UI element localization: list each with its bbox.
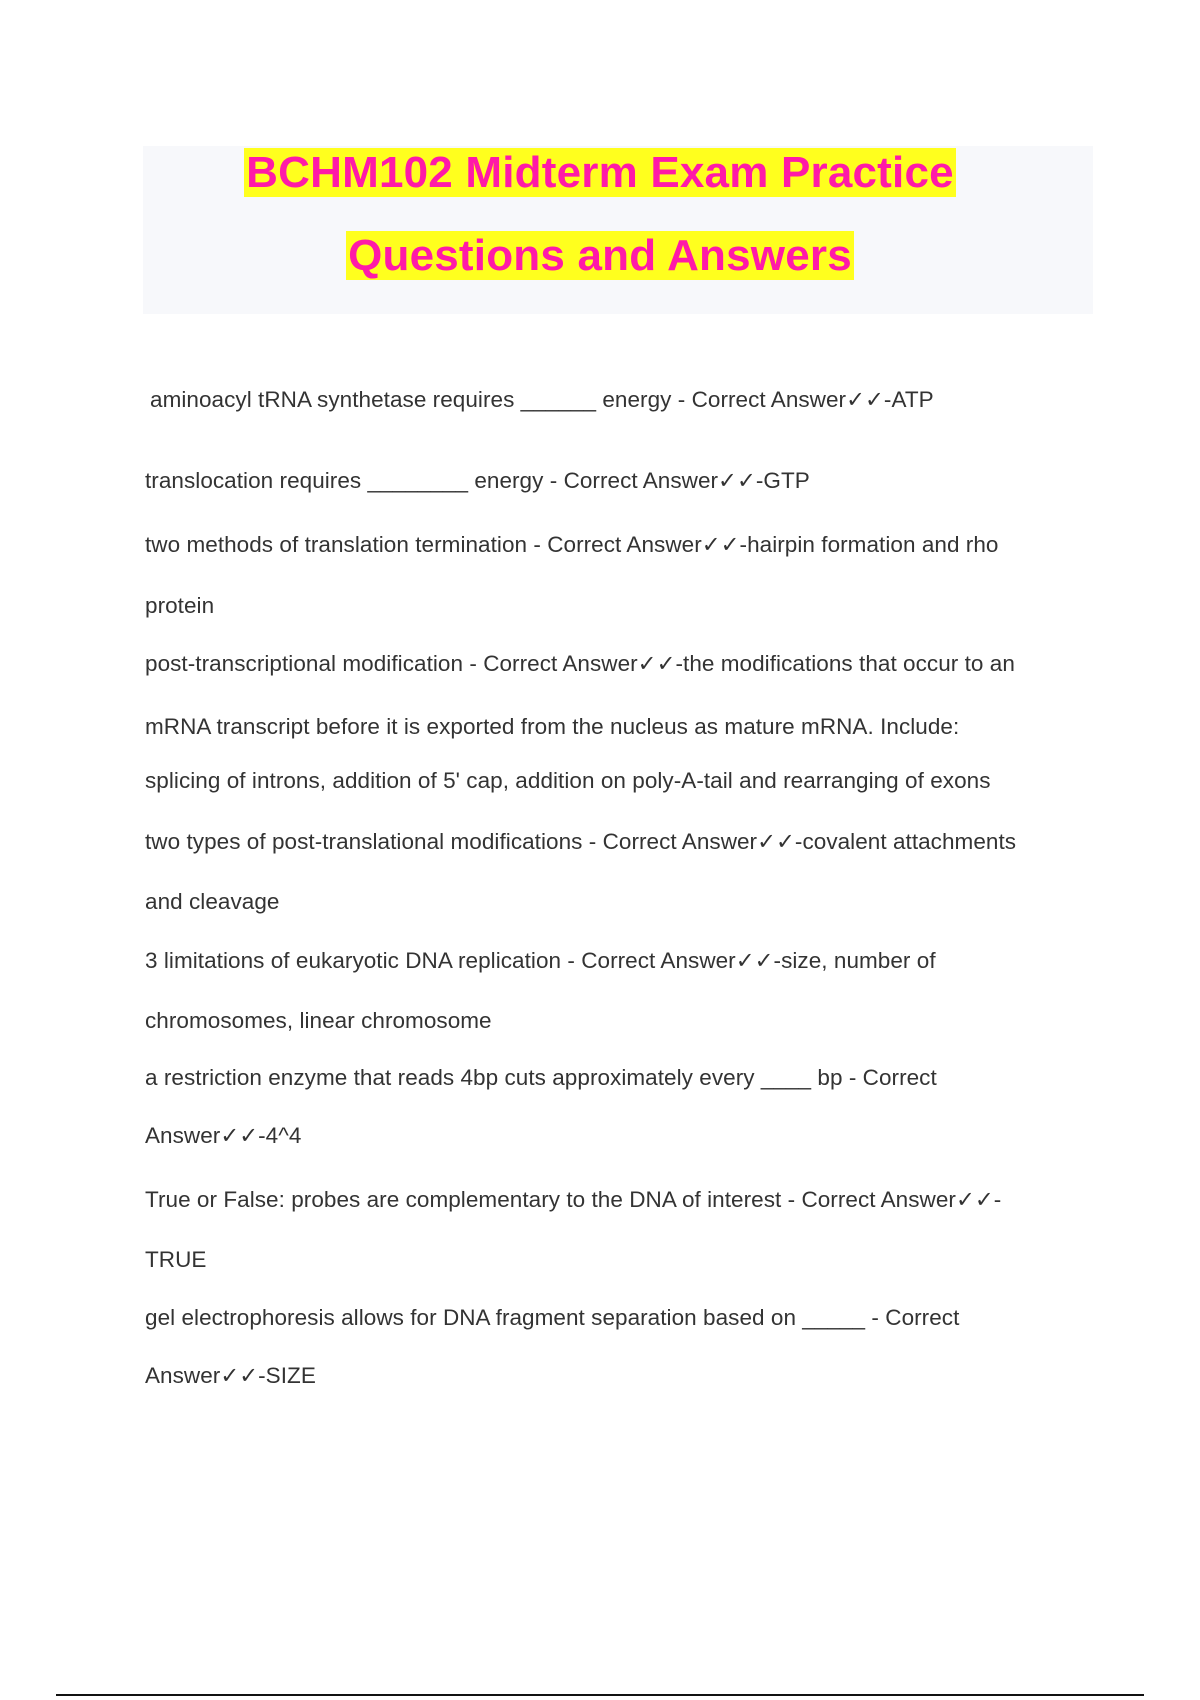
qa-line: TRUE [145,1247,207,1272]
qa-line: aminoacyl tRNA synthetase requires ______ energy - Correct Answer✓✓-ATP [150,387,934,412]
qa-line: two types of post-translational modifications - Correct Answer✓✓-covalent attachments [145,829,1017,854]
document-title-line-2 [0,226,1200,286]
qa-line: True or False: probes are complementary to the DNA of interest - Correct Answer✓✓- [145,1187,1002,1212]
qa-line: mRNA transcript before it is exported from the nucleus as mature mRNA. Include: [145,714,960,739]
document-title-line-1 [0,143,1200,203]
qa-line: two methods of translation termination - Correct Answer✓✓-hairpin formation and rho [145,532,999,557]
qa-line: Answer✓✓-SIZE [145,1363,316,1388]
qa-line: post-transcriptional modification - Correct Answer✓✓-the modifications that occur to an [145,651,1015,676]
qa-line: and cleavage [145,889,280,914]
qa-line: Answer✓✓-4^4 [145,1123,302,1148]
qa-line: chromosomes, linear chromosome [145,1008,492,1033]
qa-line: 3 limitations of eukaryotic DNA replication - Correct Answer✓✓-size, number of [145,948,936,973]
qa-line: protein [145,593,215,618]
qa-line: splicing of introns, addition of 5' cap, addition on poly-A-tail and rearranging of exons [145,768,991,793]
title-text-1: BCHM102 Midterm Exam Practice [246,148,954,197]
qa-line: gel electrophoresis allows for DNA fragment separation based on _____ - Correct [145,1305,960,1330]
title-text-2: Questions and Answers [348,231,852,280]
qa-line: a restriction enzyme that reads 4bp cuts approximately every ____ bp - Correct [145,1065,937,1090]
qa-line: translocation requires ________ energy - Correct Answer✓✓-GTP [145,468,810,493]
footer-divider [56,1694,1144,1696]
